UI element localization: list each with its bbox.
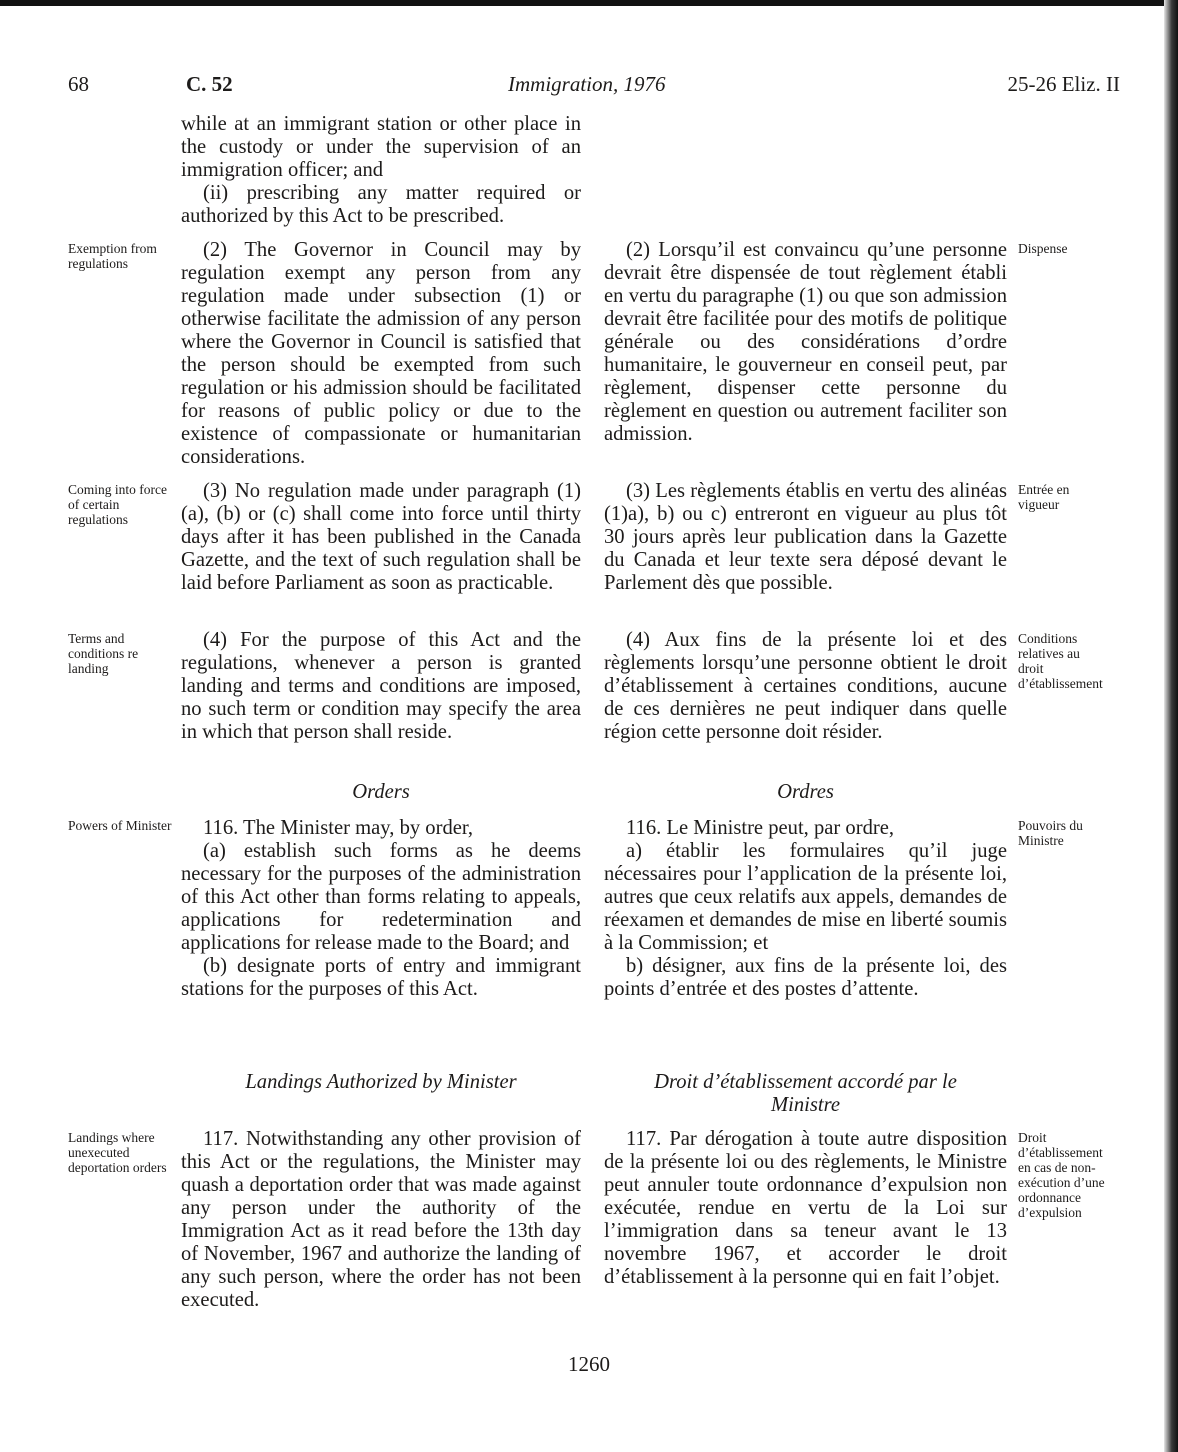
en-continuation-text: while at an immigrant station or other place in the custody or under the supervision of an immigration officer; and xyxy=(181,113,581,181)
fr-section-116-a: a) établir les formulaires qu’il juge nécessaires pour l’application de la présente loi, autres que ceux relatifs aux appels, demandes de réexamen et demandes de mise en liberté soumis à la Commission; et xyxy=(604,840,1007,954)
margin-note-fr-droit-etablissement: Droit d’établissement en cas de non-exécution d’une ordonnance d’expulsion xyxy=(1018,1130,1105,1220)
fr-subsection-2: (2) Lorsqu’il est convaincu qu’une personne devrait être dispensée de tout règlement établi en vertu du paragraphe (1) ou que son admission devrait être facilitée pour des motifs de politique générale ou des considérations d’ordre humanitaire, le gouverneur en conseil peut, par règlement, dispenser cette personne du règlement en question ou autrement faciliter son admission. xyxy=(604,239,1007,445)
margin-note-fr-entree-en-vigueur: Entrée en vigueur xyxy=(1018,482,1070,512)
margin-note-en-exemption: Exemption from regulations xyxy=(68,241,157,271)
fr-heading-orders: Ordres xyxy=(777,781,834,803)
en-continuation xyxy=(181,113,581,228)
margin-note-en-terms-conditions: Terms and conditions re landing xyxy=(68,631,139,676)
en-subsection-3: (3) No regulation made under paragraph (1)(a), (b) or (c) shall come into force until thirty days after it has been published in the Canada Gazette, and the text of such regulation shall be laid before Parliament as soon as practicable. xyxy=(181,480,581,594)
header-page-number: 68 xyxy=(68,72,89,96)
en-section-116 xyxy=(181,817,581,1001)
en-section-117: 117. Notwithstanding any other provision of this Act or the regulations, the Minister may quash a deportation order that was made against any person under the authority of the Immigration Act as it read before the 13th day of November, 1967 and authorize the landing of any such person, where the order has not been executed. xyxy=(181,1128,581,1311)
en-item-ii: (ii) prescribing any matter required or authorized by this Act to be prescribed. xyxy=(181,182,581,227)
en-section-116-a: (a) establish such forms as he deems necessary for the purposes of the administration of this Act other than forms relating to appeals, applications for redetermination and applications for release made to the Board; and xyxy=(181,840,581,954)
en-section-116-b: (b) designate ports of entry and immigrant stations for the purposes of this Act. xyxy=(181,955,581,1000)
en-subsection-4: (4) For the purpose of this Act and the regulations, whenever a person is granted landing and terms and conditions are imposed, no such term or condition may specify the area in which that person shall reside. xyxy=(181,629,581,743)
en-subsection-2: (2) The Governor in Council may by regulation exempt any person from any regulation made under subsection (1) or otherwise facilitate the admission of any person where the Governor in Council is satisfied that the person should be exempted from such regulation or his admission should be facilitated for reasons of public policy or due to the existence of compassionate or humanitarian considerations. xyxy=(181,239,581,468)
header-chapter: C. 52 xyxy=(186,72,233,96)
margin-note-fr-pouvoirs: Pouvoirs du Ministre xyxy=(1018,818,1083,848)
margin-note-en-powers: Powers of Minister xyxy=(68,818,172,833)
en-heading-orders: Orders xyxy=(352,781,410,803)
fr-heading-landings: Droit d’établissement accordé par le Ministre xyxy=(654,1071,957,1116)
footer-page-number: 1260 xyxy=(568,1352,610,1376)
fr-section-116-b: b) désigner, aux fins de la présente loi, des points d’entrée et des postes d’attente. xyxy=(604,955,1007,1000)
en-heading-landings: Landings Authorized by Minister xyxy=(245,1071,517,1093)
margin-note-en-coming-into-force: Coming into force of certain regulations xyxy=(68,482,167,527)
fr-section-117: 117. Par dérogation à toute autre disposition de la présente loi ou des règlements, le Ministre peut annuler toute ordonnance d’expulsion non exécutée, rendue en vertu de la Loi sur l’immigration dans sa teneur avant le 13 novembre 1967, et accorder le droit d’établissement à la personne qui en fait l’objet. xyxy=(604,1128,1007,1288)
en-section-116-intro: 116. The Minister may, by order, xyxy=(203,817,474,839)
header-title: Immigration, 1976 xyxy=(508,72,666,96)
margin-note-fr-dispense: Dispense xyxy=(1018,241,1068,256)
fr-section-116-intro: 116. Le Ministre peut, par ordre, xyxy=(626,817,895,839)
header-regnal-year: 25-26 Eliz. II xyxy=(1007,72,1120,96)
margin-note-en-landings: Landings where unexecuted deportation orders xyxy=(68,1130,167,1175)
fr-subsection-3: (3) Les règlements établis en vertu des alinéas (1)a), b) ou c) entreront en vigueur au plus tôt 30 jours après leur publication dans la Gazette du Canada et leur texte sera déposé devant le Parlement dès que possible. xyxy=(604,480,1007,594)
margin-note-fr-conditions: Conditions relatives au droit d’établissement xyxy=(1018,631,1103,691)
fr-subsection-4: (4) Aux fins de la présente loi et des règlements lorsqu’une personne obtient le droit d’établissement à certaines conditions, aucune de ces dernières ne peut indiquer dans quelle région cette personne doit résider. xyxy=(604,629,1007,743)
page-right-edge-shadow xyxy=(1164,0,1178,1452)
fr-section-116 xyxy=(604,817,1007,1001)
page-top-edge xyxy=(0,0,1178,6)
